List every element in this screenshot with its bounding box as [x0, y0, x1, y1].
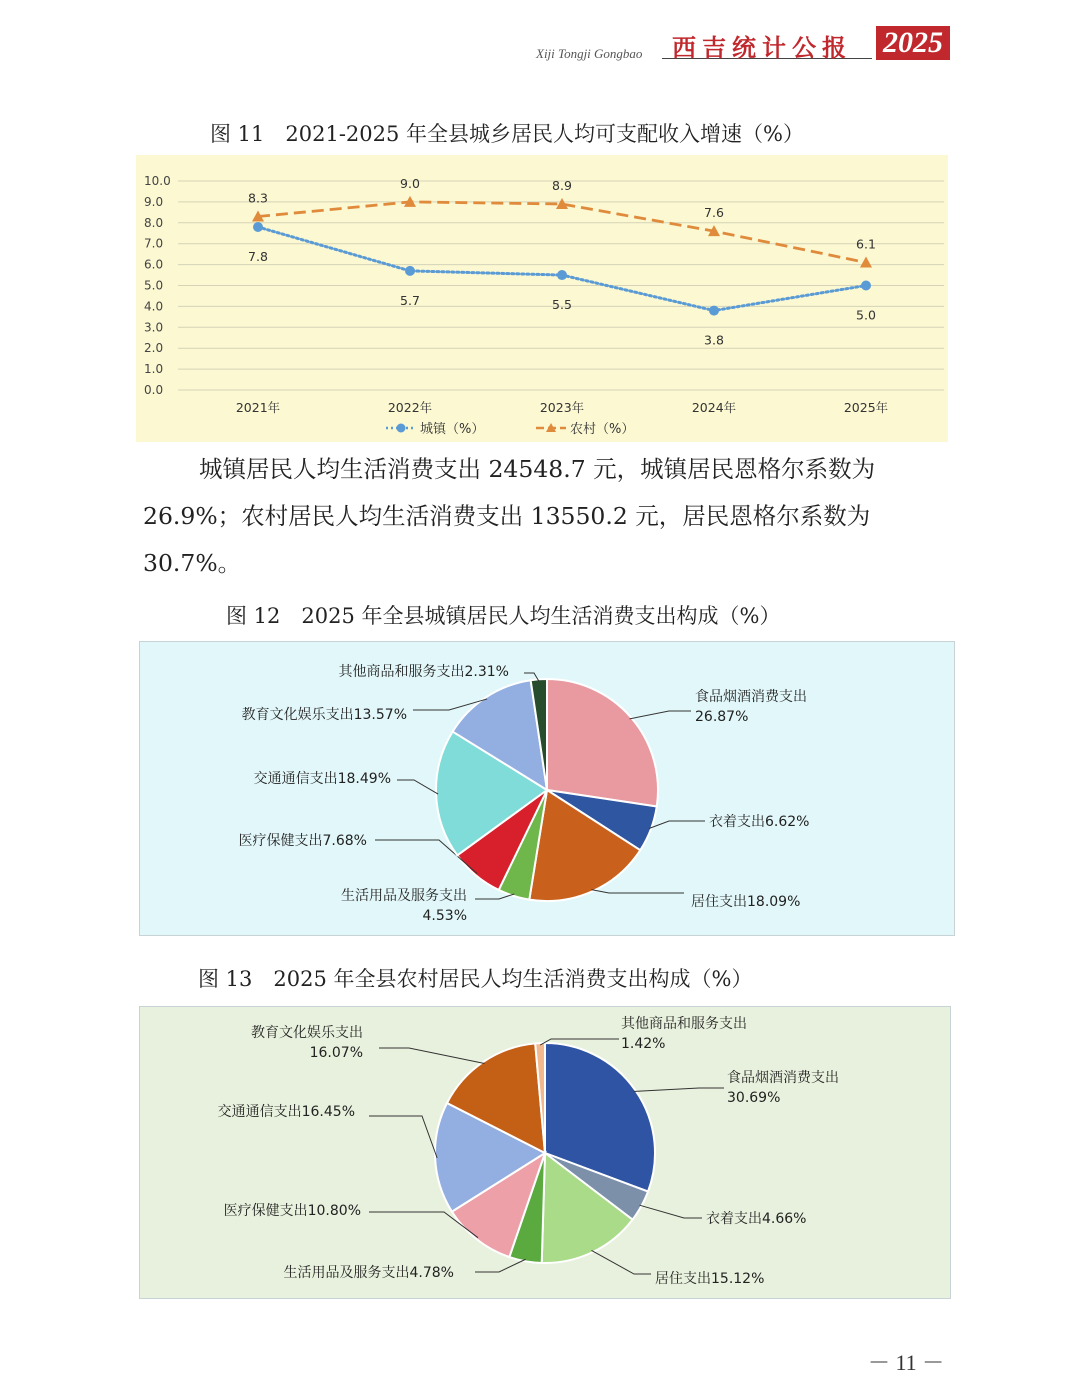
slice-label: 1.42% [621, 1036, 666, 1052]
slice-label: 26.87% [695, 709, 749, 725]
fig12-pie-chart [139, 641, 955, 936]
slice-label: 教育文化娱乐支出13.57% [241, 707, 407, 723]
paragraph-line-3: 30.7%。 [143, 549, 242, 577]
y-tick-label: 0.0 [144, 383, 164, 397]
header-title: 西吉统计公报 [672, 33, 852, 62]
legend-label: 城镇（%） [420, 422, 485, 437]
slice-label: 16.07% [309, 1045, 363, 1061]
fig11-svg [136, 155, 948, 442]
y-tick-label: 6.0 [144, 257, 164, 272]
x-tick-label: 2022年 [387, 400, 433, 415]
slice-label: 居住支出15.12% [655, 1271, 765, 1287]
data-label: 8.9 [552, 177, 572, 193]
slice-label: 其他商品和服务支出 [621, 1016, 747, 1032]
y-tick-label: 8.0 [144, 215, 164, 230]
slice-label: 30.69% [727, 1090, 781, 1106]
data-label: 5.7 [400, 292, 420, 308]
slice-label: 教育文化娱乐支出 [251, 1025, 363, 1041]
y-tick-label: 1.0 [144, 362, 164, 377]
y-tick-label: 7.0 [144, 236, 164, 251]
data-label: 8.3 [248, 190, 268, 206]
fig12-caption: 图 12 2025 年全县城镇居民人均生活消费支出构成（%） [226, 604, 781, 628]
slice-label: 衣着支出6.62% [709, 814, 810, 830]
legend-marker [397, 424, 406, 433]
data-label: 9.0 [400, 175, 420, 191]
data-point [405, 266, 415, 276]
y-tick-label: 4.0 [144, 299, 164, 314]
y-tick-label: 5.0 [144, 278, 164, 293]
data-label: 6.1 [856, 236, 876, 252]
slice-label: 其他商品和服务支出2.31% [338, 664, 509, 680]
fig11-line-chart [136, 155, 948, 442]
legend-label: 农村（%） [570, 422, 635, 437]
slice-label: 生活用品及服务支出 [341, 888, 467, 904]
consumption-paragraph [143, 446, 953, 587]
slice-label: 交通通信支出18.49% [253, 771, 391, 787]
y-tick-label: 9.0 [144, 194, 164, 209]
slice-label: 食品烟酒消费支出 [695, 689, 807, 705]
data-label: 7.6 [704, 205, 724, 221]
y-tick-label: 10.0 [144, 174, 171, 188]
fig13-svg [139, 1006, 951, 1299]
slice-label: 医疗保健支出7.68% [238, 833, 367, 849]
x-tick-label: 2021年 [235, 400, 281, 415]
fig11-caption: 图 11 2021-2025 年全县城乡居民人均可支配收入增速（%） [210, 122, 805, 146]
fig12-svg [139, 641, 955, 936]
fig13-caption: 图 13 2025 年全县农村居民人均生活消费支出构成（%） [198, 967, 753, 991]
y-tick-label: 2.0 [144, 341, 164, 356]
data-label: 5.0 [856, 307, 876, 323]
paragraph-line-1: 城镇居民人均生活消费支出 24548.7 元，城镇居民恩格尔系数为 [199, 455, 876, 483]
slice-label: 医疗保健支出10.80% [223, 1203, 361, 1219]
data-point [253, 222, 263, 232]
data-label: 7.8 [248, 248, 268, 264]
header-subtitle: Xiji Tongji Gongbao [536, 46, 643, 61]
slice-label: 衣着支出4.66% [706, 1211, 807, 1227]
data-label: 3.8 [704, 332, 724, 348]
data-point [861, 281, 871, 291]
slice-label: 食品烟酒消费支出 [727, 1070, 839, 1086]
data-point [709, 306, 719, 316]
data-label: 5.5 [552, 297, 572, 313]
slice-label: 生活用品及服务支出4.78% [283, 1265, 454, 1281]
x-tick-label: 2025年 [843, 400, 889, 415]
x-tick-label: 2024年 [691, 400, 737, 415]
header-year-badge: 2025 [876, 26, 950, 60]
x-tick-label: 2023年 [539, 400, 585, 415]
page-number: － 11 － [868, 1350, 945, 1375]
slice-label: 居住支出18.09% [691, 894, 801, 910]
fig13-pie-chart [139, 1006, 951, 1299]
slice-label: 交通通信支出16.45% [217, 1104, 355, 1120]
paragraph-line-2: 26.9%；农村居民人均生活消费支出 13550.2 元，居民恩格尔系数为 [143, 502, 871, 530]
data-point [557, 270, 567, 280]
y-tick-label: 3.0 [144, 320, 164, 335]
slice-label: 4.53% [422, 908, 467, 924]
